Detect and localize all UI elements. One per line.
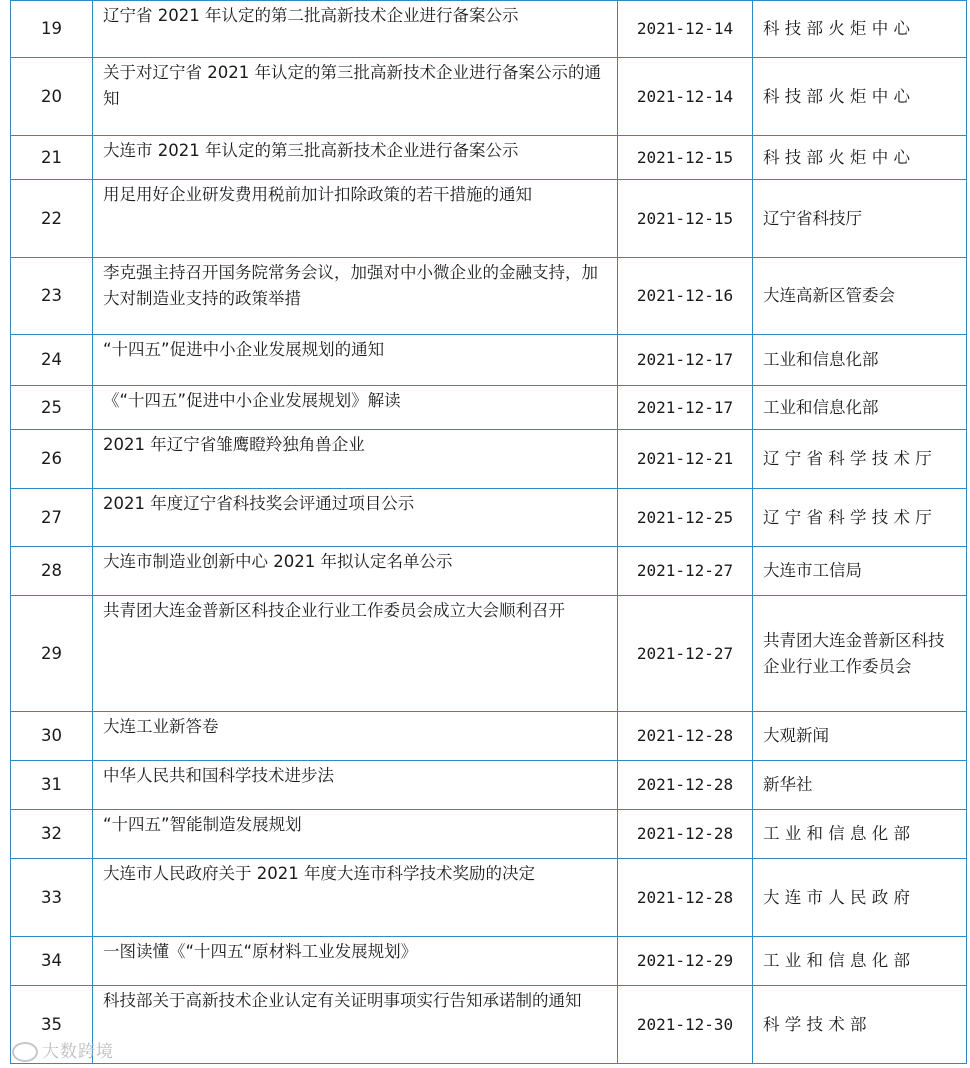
table-row bbox=[11, 761, 967, 810]
row-source: 科 技 部 火 炬 中 心 bbox=[753, 58, 967, 136]
row-source: 大连市工信局 bbox=[753, 547, 967, 596]
table-row bbox=[11, 859, 967, 937]
row-date: 2021-12-27 bbox=[618, 596, 753, 712]
row-number: 21 bbox=[11, 136, 93, 180]
row-title: 关于对辽宁省 2021 年认定的第三批高新技术企业进行备案公示的通知 bbox=[93, 58, 618, 136]
row-title: 大连工业新答卷 bbox=[93, 712, 618, 761]
row-date: 2021-12-25 bbox=[618, 489, 753, 547]
row-number: 25 bbox=[11, 386, 93, 430]
row-number: 29 bbox=[11, 596, 93, 712]
row-source: 大 连 市 人 民 政 府 bbox=[753, 859, 967, 937]
row-date: 2021-12-28 bbox=[618, 859, 753, 937]
row-number: 26 bbox=[11, 430, 93, 489]
row-date: 2021-12-30 bbox=[618, 986, 753, 1064]
row-title: 大连市 2021 年认定的第三批高新技术企业进行备案公示 bbox=[93, 136, 618, 180]
row-date: 2021-12-28 bbox=[618, 810, 753, 859]
table-row bbox=[11, 136, 967, 180]
row-title: 用足用好企业研发费用税前加计扣除政策的若干措施的通知 bbox=[93, 180, 618, 258]
row-number: 22 bbox=[11, 180, 93, 258]
row-number: 35 bbox=[11, 986, 93, 1064]
table-row bbox=[11, 810, 967, 859]
row-source: 科 技 部 火 炬 中 心 bbox=[753, 1, 967, 58]
row-source: 工 业 和 信 息 化 部 bbox=[753, 810, 967, 859]
watermark: 大数跨境 bbox=[12, 1037, 114, 1062]
row-source: 科 学 技 术 部 bbox=[753, 986, 967, 1064]
row-source: 辽 宁 省 科 学 技 术 厅 bbox=[753, 489, 967, 547]
table-row bbox=[11, 712, 967, 761]
row-title: 共青团大连金普新区科技企业行业工作委员会成立大会顺利召开 bbox=[93, 596, 618, 712]
row-title: “十四五”促进中小企业发展规划的通知 bbox=[93, 335, 618, 386]
row-number: 23 bbox=[11, 258, 93, 335]
row-date: 2021-12-17 bbox=[618, 335, 753, 386]
row-source: 工 业 和 信 息 化 部 bbox=[753, 937, 967, 986]
row-date: 2021-12-15 bbox=[618, 136, 753, 180]
row-source: 共青团大连金普新区科技企业行业工作委员会 bbox=[753, 596, 967, 712]
table-row bbox=[11, 258, 967, 335]
row-date: 2021-12-28 bbox=[618, 761, 753, 810]
row-number: 34 bbox=[11, 937, 93, 986]
row-date: 2021-12-14 bbox=[618, 58, 753, 136]
row-number: 20 bbox=[11, 58, 93, 136]
row-title: 2021 年度辽宁省科技奖会评通过项目公示 bbox=[93, 489, 618, 547]
row-date: 2021-12-29 bbox=[618, 937, 753, 986]
row-title: 大连市制造业创新中心 2021 年拟认定名单公示 bbox=[93, 547, 618, 596]
row-title: “十四五”智能制造发展规划 bbox=[93, 810, 618, 859]
row-source: 辽宁省科技厅 bbox=[753, 180, 967, 258]
row-date: 2021-12-14 bbox=[618, 1, 753, 58]
row-title: 科技部关于高新技术企业认定有关证明事项实行告知承诺制的通知 bbox=[93, 986, 618, 1064]
row-date: 2021-12-21 bbox=[618, 430, 753, 489]
row-number: 32 bbox=[11, 810, 93, 859]
row-source: 科 技 部 火 炬 中 心 bbox=[753, 136, 967, 180]
row-date: 2021-12-28 bbox=[618, 712, 753, 761]
table-row bbox=[11, 489, 967, 547]
policy-news-table bbox=[10, 0, 967, 1064]
row-title: 辽宁省 2021 年认定的第二批高新技术企业进行备案公示 bbox=[93, 1, 618, 58]
row-date: 2021-12-15 bbox=[618, 180, 753, 258]
row-source: 辽 宁 省 科 学 技 术 厅 bbox=[753, 430, 967, 489]
table-row bbox=[11, 386, 967, 430]
row-number: 27 bbox=[11, 489, 93, 547]
table-row bbox=[11, 986, 967, 1064]
row-title: 大连市人民政府关于 2021 年度大连市科学技术奖励的决定 bbox=[93, 859, 618, 937]
row-title: 2021 年辽宁省雏鹰瞪羚独角兽企业 bbox=[93, 430, 618, 489]
row-number: 19 bbox=[11, 1, 93, 58]
row-date: 2021-12-27 bbox=[618, 547, 753, 596]
row-number: 28 bbox=[11, 547, 93, 596]
table-row bbox=[11, 58, 967, 136]
table-row bbox=[11, 547, 967, 596]
table-row bbox=[11, 596, 967, 712]
row-source: 大连高新区管委会 bbox=[753, 258, 967, 335]
row-source: 工业和信息化部 bbox=[753, 386, 967, 430]
row-title: 《“十四五”促进中小企业发展规划》解读 bbox=[93, 386, 618, 430]
row-source: 新华社 bbox=[753, 761, 967, 810]
table-row bbox=[11, 180, 967, 258]
row-number: 24 bbox=[11, 335, 93, 386]
table-row bbox=[11, 430, 967, 489]
row-title: 一图读懂《“十四五“原材料工业发展规划》 bbox=[93, 937, 618, 986]
row-number: 31 bbox=[11, 761, 93, 810]
row-title: 中华人民共和国科学技术进步法 bbox=[93, 761, 618, 810]
table-row bbox=[11, 937, 967, 986]
row-title: 李克强主持召开国务院常务会议，加强对中小微企业的金融支持，加大对制造业支持的政策举措 bbox=[93, 258, 618, 335]
row-date: 2021-12-16 bbox=[618, 258, 753, 335]
table-row bbox=[11, 335, 967, 386]
row-number: 30 bbox=[11, 712, 93, 761]
table-row bbox=[11, 1, 967, 58]
row-number: 33 bbox=[11, 859, 93, 937]
row-source: 大观新闻 bbox=[753, 712, 967, 761]
row-date: 2021-12-17 bbox=[618, 386, 753, 430]
row-source: 工业和信息化部 bbox=[753, 335, 967, 386]
watermark-logo-icon bbox=[12, 1042, 38, 1062]
